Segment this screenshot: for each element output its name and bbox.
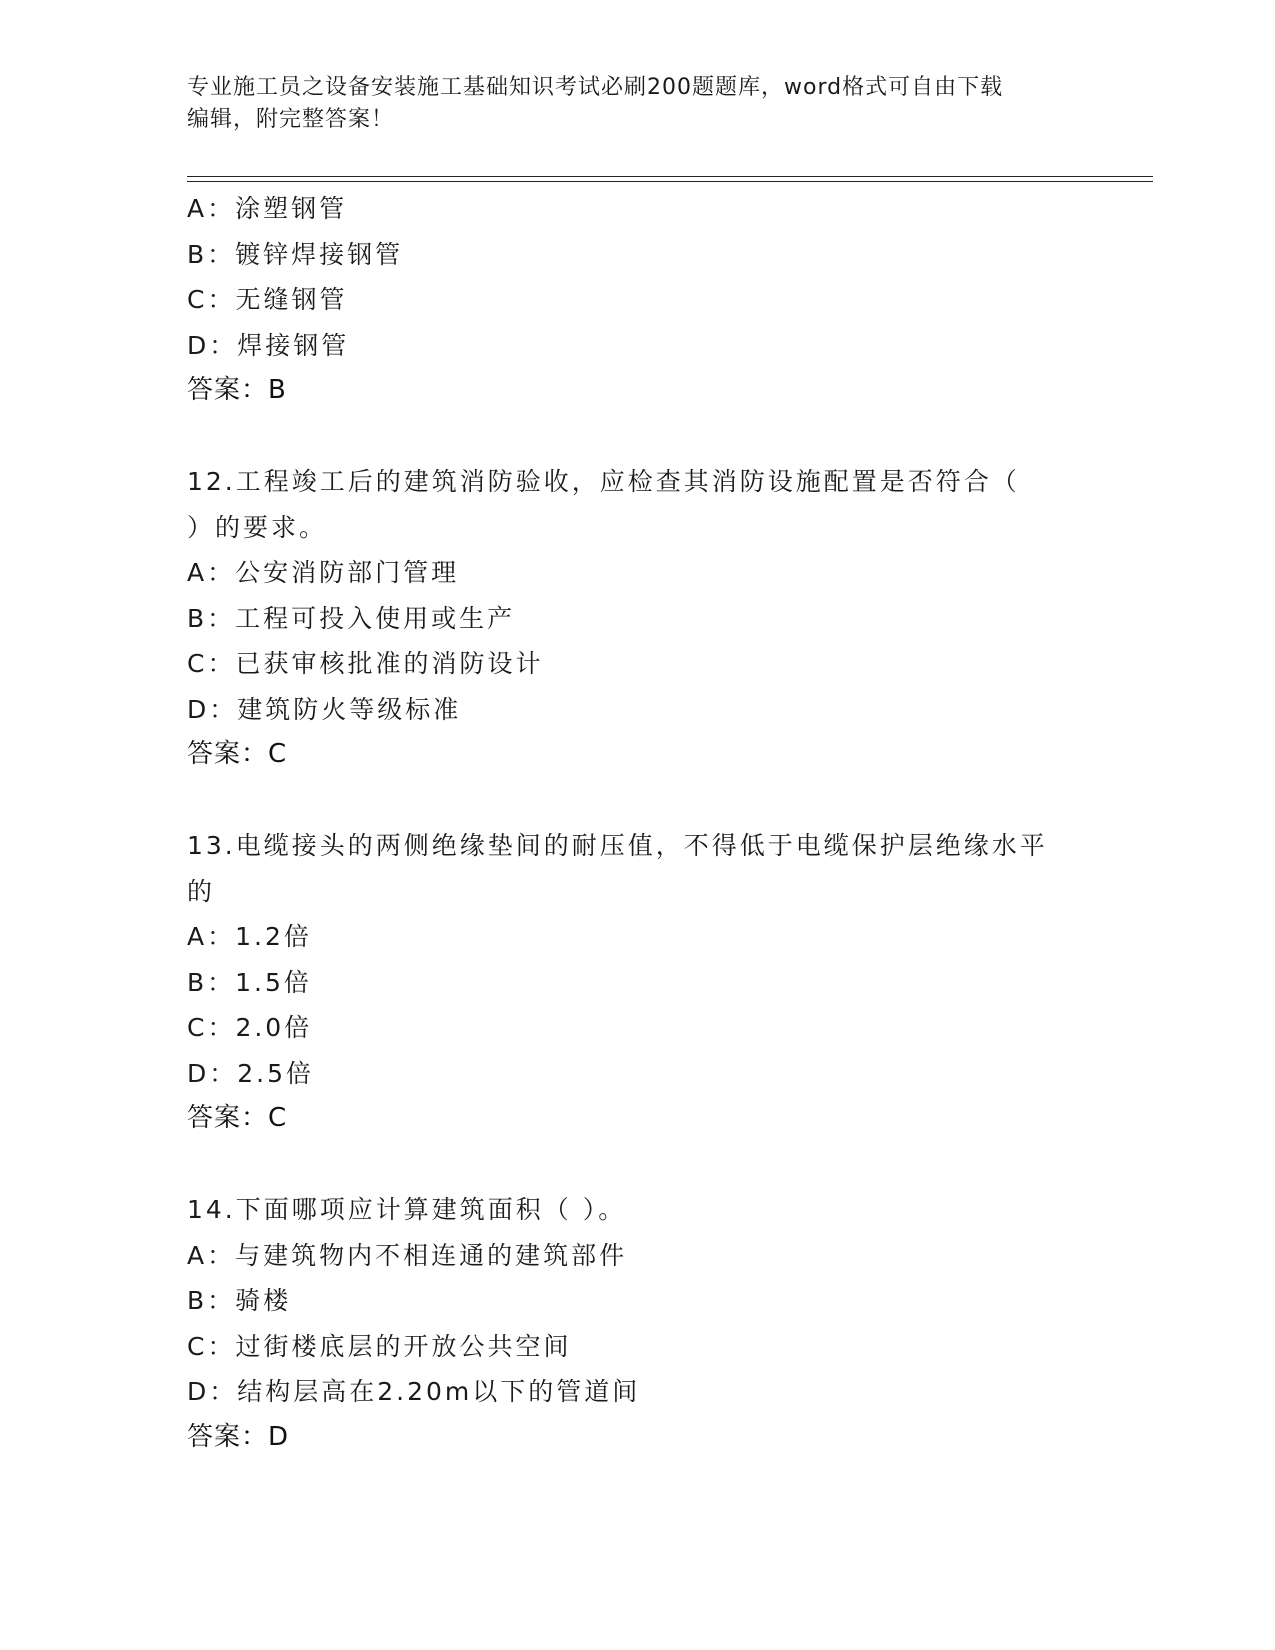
question-block-14 [187, 1187, 1087, 1460]
option-b: B：骑楼 [187, 1286, 292, 1315]
option-b: B：工程可投入使用或生产 [187, 603, 516, 633]
document-header [187, 72, 1067, 136]
spacer [187, 414, 1087, 460]
answer-line: 答案：C [187, 739, 288, 769]
spacer [187, 1142, 1087, 1188]
question-text-line-1: 13.电缆接头的两侧绝缘垫间的耐压值，不得低于电缆保护层绝缘水平 [187, 831, 1048, 860]
option-d: D：焊接钢管 [187, 330, 350, 360]
option-d: D：2.5倍 [187, 1058, 315, 1088]
question-text-line-2: 的 [187, 876, 216, 906]
option-d: D：结构层高在2.20m以下的管道间 [187, 1377, 641, 1406]
option-c: C：无缝钢管 [187, 285, 348, 314]
header-divider-top [187, 176, 1153, 177]
answer-line: 答案：D [187, 1421, 290, 1452]
answer-line: 答案：C [187, 1103, 288, 1133]
question-block-12 [187, 459, 1087, 778]
spacer [187, 778, 1087, 824]
option-a: A：涂塑钢管 [187, 194, 348, 223]
option-a: A：与建筑物内不相连通的建筑部件 [187, 1240, 628, 1270]
question-block-11 [187, 186, 1087, 414]
option-b: B：镀锌焊接钢管 [187, 239, 404, 269]
option-c: C：已获审核批准的消防设计 [187, 649, 544, 678]
option-d: D：建筑防火等级标准 [187, 694, 462, 724]
option-a: A：1.2倍 [187, 922, 312, 951]
question-text-line-1: 12.工程竣工后的建筑消防验收，应检查其消防设施配置是否符合（ [187, 467, 1020, 496]
option-c: C：2.0倍 [187, 1013, 313, 1042]
header-title-line-2: 编辑，附完整答案！ [187, 107, 395, 132]
question-list [187, 186, 1087, 1460]
option-b: B：1.5倍 [187, 967, 312, 997]
question-text-line-1: 14.下面哪项应计算建筑面积（ ）。 [187, 1195, 627, 1224]
answer-line: 答案：B [187, 375, 287, 405]
question-block-13 [187, 823, 1087, 1142]
option-c: C：过街楼底层的开放公共空间 [187, 1331, 572, 1361]
header-title-line-1: 专业施工员之设备安装施工基础知识考试必刷200题题库，word格式可自由下载 [187, 75, 1004, 100]
question-text-line-2: ）的要求。 [187, 512, 328, 542]
option-a: A：公安消防部门管理 [187, 558, 460, 587]
header-divider-bottom [187, 181, 1153, 182]
